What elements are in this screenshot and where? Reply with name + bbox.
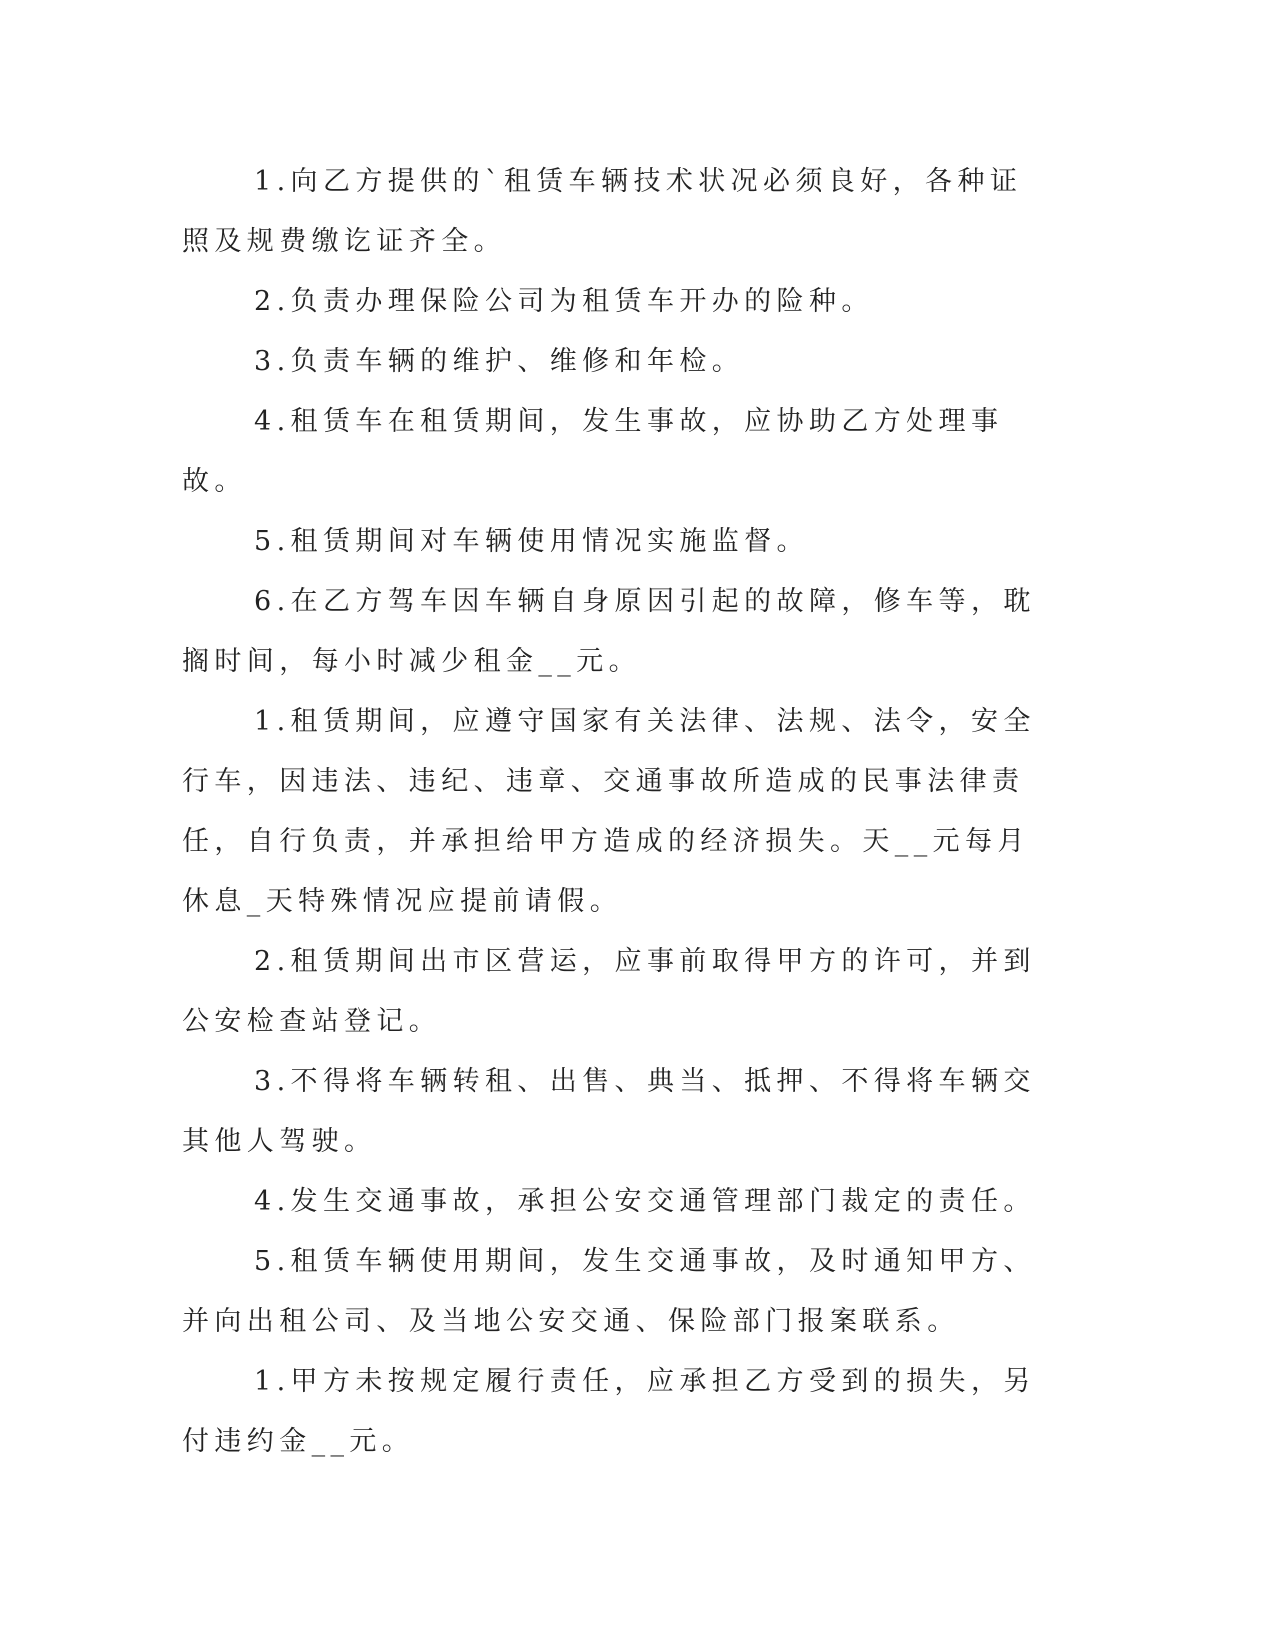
paragraph: 2.租赁期间出市区营运，应事前取得甲方的许可，并到公安检查站登记。 — [182, 946, 1036, 1037]
paragraph: 1.甲方未按规定履行责任，应承担乙方受到的损失，另付违约金__元。 — [182, 1366, 1036, 1457]
paragraph: 5.租赁车辆使用期间，发生交通事故，及时通知甲方、并向出租公司、及当地公安交通、保险部门报案联系。 — [182, 1246, 1036, 1337]
paragraph: 2.负责办理保险公司为租赁车开办的险种。 — [254, 286, 874, 317]
paragraph: 3.负责车辆的维护、维修和年检。 — [254, 346, 745, 377]
paragraph: 3.不得将车辆转租、出售、典当、抵押、不得将车辆交其他人驾驶。 — [182, 1066, 1036, 1157]
paragraph: 5.租赁期间对车辆使用情况实施监督。 — [254, 526, 809, 557]
paragraph: 6.在乙方驾车因车辆自身原因引起的故障，修车等，耽搁时间，每小时减少租金__元。 — [182, 586, 1036, 677]
paragraph: 1.租赁期间，应遵守国家有关法律、法规、法令，安全行车，因违法、违纪、违章、交通事故所造成的民事法律责任，自行负责，并承担给甲方造成的经济损失。天__元每月休息_天特殊情况应提前请假。 — [182, 706, 1036, 917]
document-body — [182, 152, 1042, 1472]
paragraph: 4.租赁车在租赁期间，发生事故，应协助乙方处理事故。 — [182, 406, 1004, 497]
paragraph: 1.向乙方提供的`租赁车辆技术状况必须良好，各种证照及规费缴讫证齐全。 — [182, 166, 1023, 257]
paragraph: 4.发生交通事故，承担公安交通管理部门裁定的责任。 — [254, 1186, 1036, 1217]
